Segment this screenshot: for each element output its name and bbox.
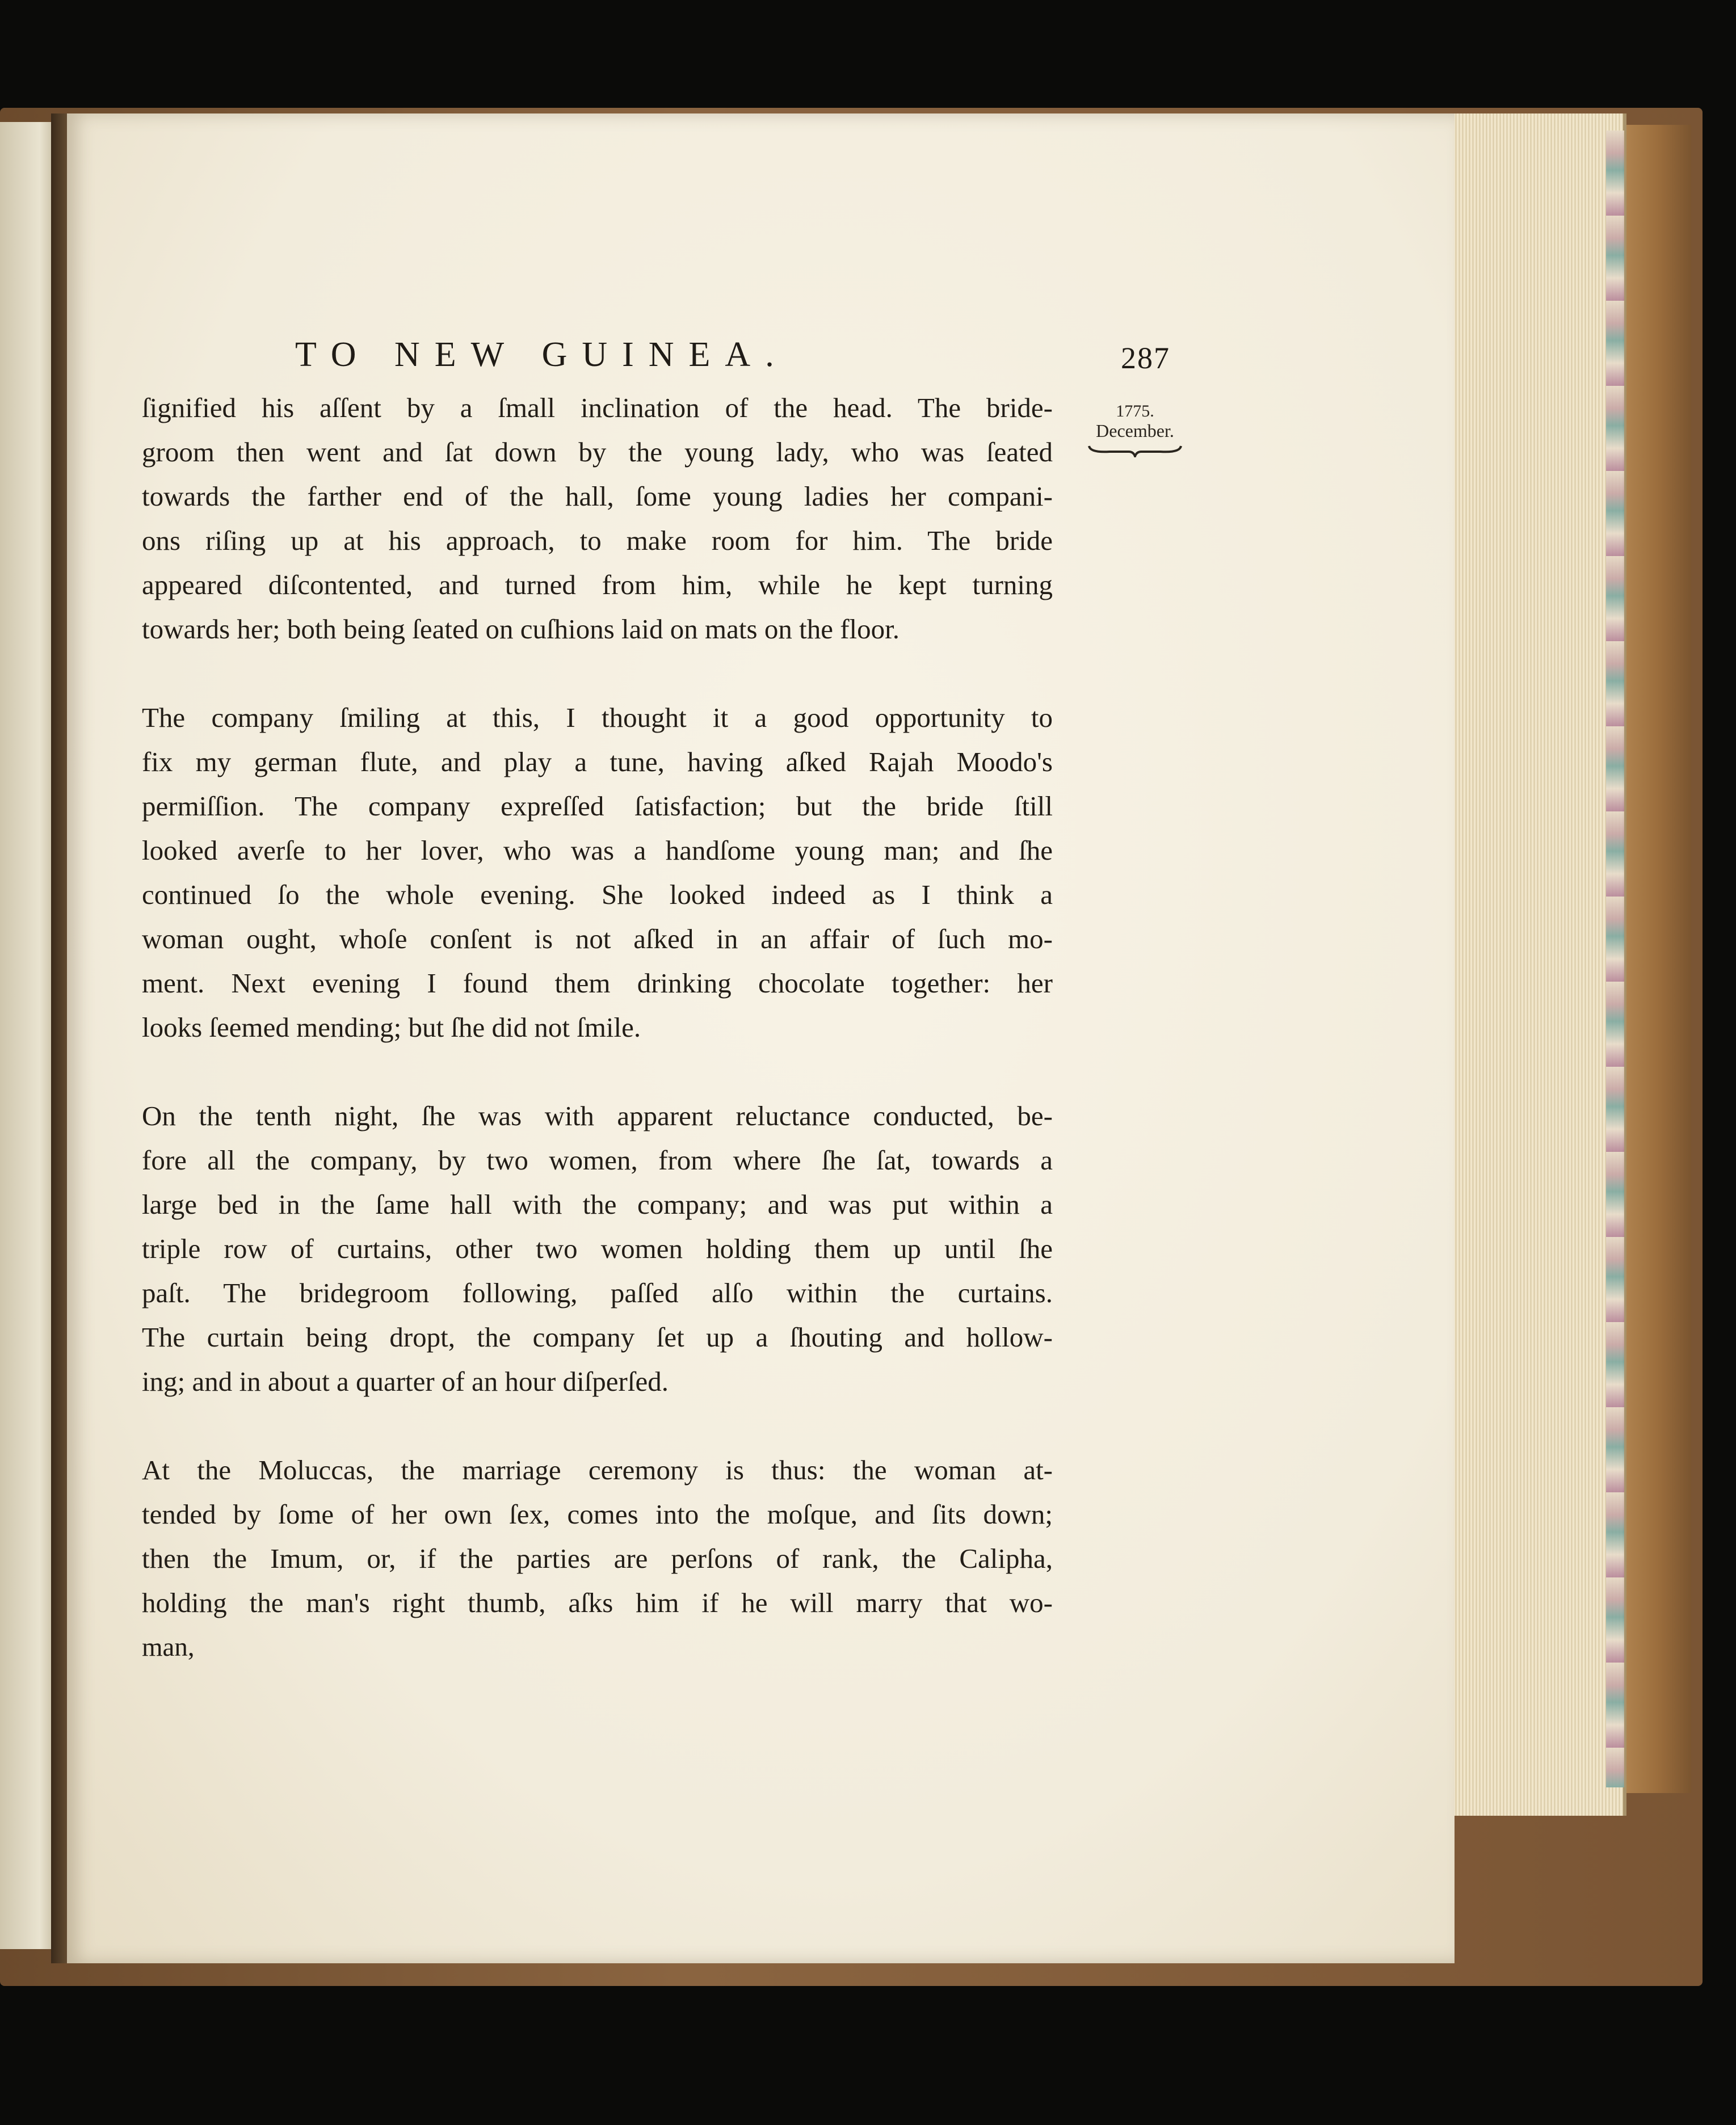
text-line: ment. Next evening I found them drinking chocolate together: her (142, 967, 1053, 999)
text-line: The curtain being dropt, the company ſet up a ſhouting and hollow- (142, 1322, 1053, 1353)
paragraph-4 (142, 1448, 1053, 1669)
text-line: ons riſing up at his approach, to make room for him. The bride (142, 525, 1053, 556)
book-cover-edge (1623, 125, 1691, 1793)
catchword: man, (142, 1632, 195, 1662)
text-line: tended by ſome of her own ſex, comes into the moſque, and ſits down; (142, 1499, 1053, 1530)
previous-page-edge (0, 122, 57, 1949)
text-line: towards her; both being ſeated on cuſhions laid on mats on the floor. (142, 613, 899, 645)
text-line: permiſſion. The company expreſſed ſatisfaction; but the bride ſtill (142, 790, 1053, 822)
text-line: At the Moluccas, the marriage ceremony is thus: the woman at- (142, 1454, 1053, 1486)
paragraph-2 (142, 696, 1053, 1050)
margin-note-year: 1775. (1116, 402, 1154, 420)
brace-icon (1087, 443, 1183, 457)
text-line: then the Imum, or, if the parties are perſons of rank, the Calipha, (142, 1543, 1053, 1574)
text-line: On the tenth night, ſhe was with apparent reluctance conducted, be- (142, 1100, 1053, 1131)
page-block-edge (1450, 113, 1626, 1816)
text-line: fore all the company, by two women, from where ſhe ſat, towards a (142, 1144, 1053, 1176)
text-line: ſignified his aſſent by a ſmall inclination of the head. The bride- (142, 392, 1053, 423)
text-line: continued ſo the whole evening. She looked indeed as I think a (142, 879, 1053, 910)
body-text (142, 386, 1053, 1669)
text-line: The company ſmiling at this, I thought it a good opportunity to (142, 702, 1053, 733)
text-line: groom then went and ſat down by the young lady, who was ſeated (142, 436, 1053, 468)
text-line: paſt. The bridegroom following, paſſed alſo within the curtains. (142, 1277, 1053, 1308)
margin-note-month: December. (1096, 420, 1174, 441)
text-line: looked averſe to her lover, who was a handſome young man; and ſhe (142, 835, 1053, 866)
paragraph-1 (142, 386, 1053, 651)
text-line: holding the man's right thumb, aſks him if he will marry that wo- (142, 1587, 1053, 1618)
page-number: 287 (1121, 341, 1170, 375)
text-line: triple row of curtains, other two women holding them up until ſhe (142, 1233, 1053, 1264)
marbled-edge (1606, 131, 1624, 1787)
text-line: appeared diſcontented, and turned from him, while he kept turning (142, 569, 1053, 600)
text-line: ing; and in about a quarter of an hour diſperſed. (142, 1366, 669, 1397)
text-line: large bed in the ſame hall with the company; and was put within a (142, 1189, 1053, 1220)
text-line: woman ought, whoſe conſent is not aſked in an affair of ſuch mo- (142, 923, 1053, 954)
text-line: looks ſeemed mending; but ſhe did not ſmile. (142, 1012, 641, 1043)
text-line: towards the farther end of the hall, ſome young ladies her compani- (142, 481, 1053, 512)
running-head: TO NEW GUINEA. (295, 335, 789, 374)
paragraph-3 (142, 1094, 1053, 1404)
text-line: fix my german flute, and play a tune, having aſked Rajah Moodo's (142, 746, 1053, 777)
margin-note (1075, 402, 1195, 457)
